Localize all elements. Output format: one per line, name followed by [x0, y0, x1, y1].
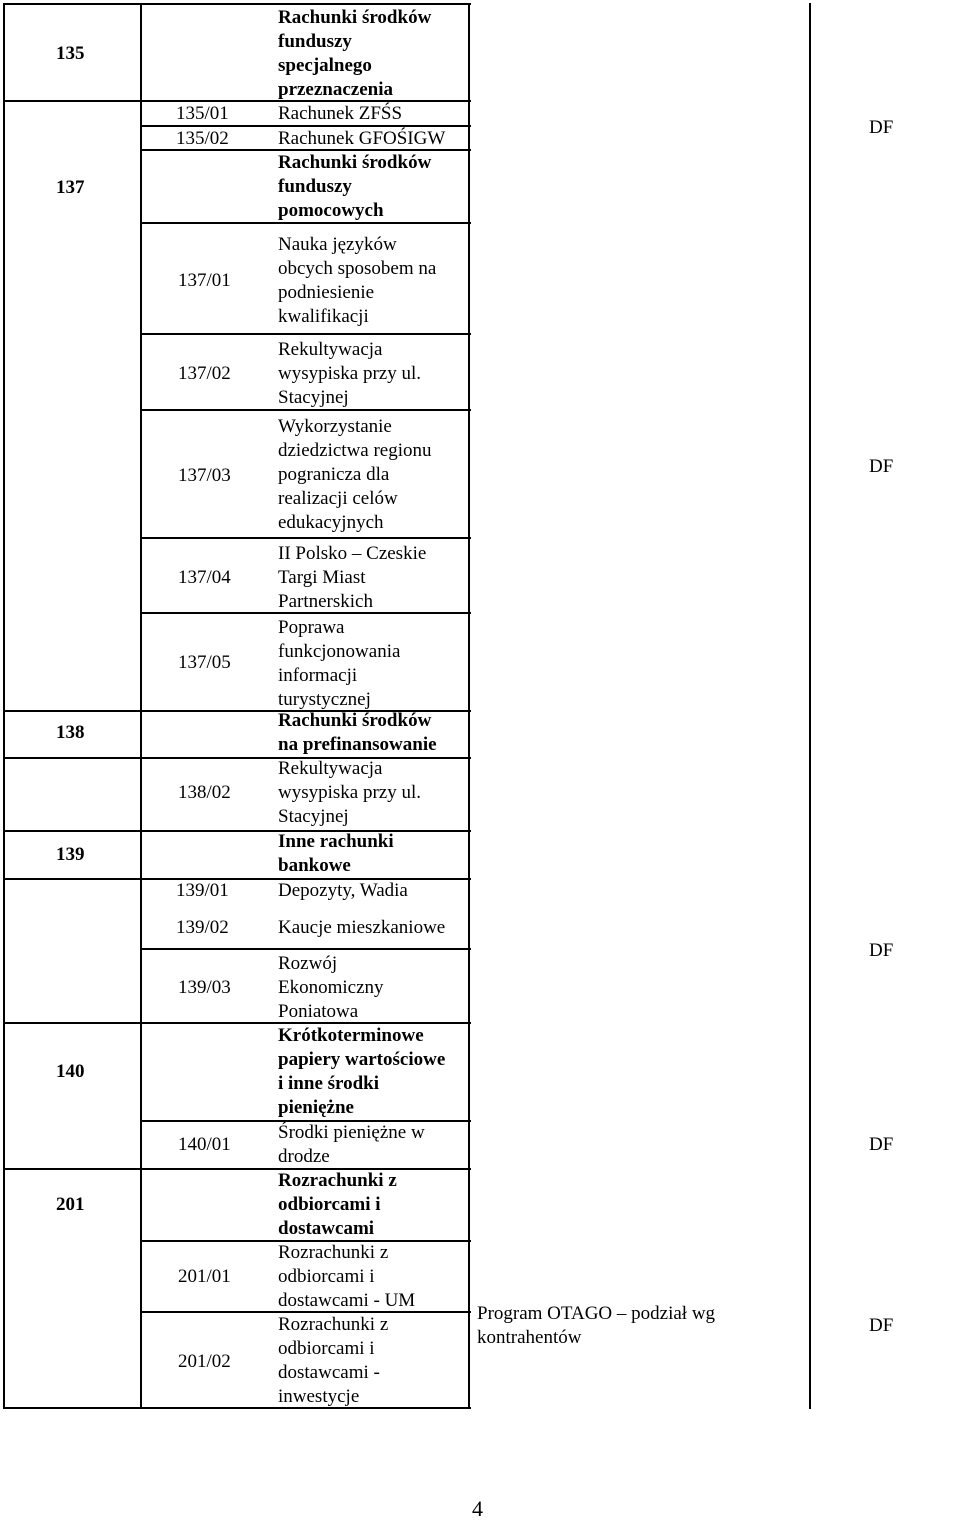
- row-line: [3, 830, 471, 832]
- subaccount-code: 137/01: [178, 270, 231, 291]
- subaccount-code: 135/02: [176, 128, 229, 149]
- subaccount-name: Rekultywacja wysypiska przy ul. Stacyjnej: [278, 758, 422, 827]
- table-border-bottom: [3, 1407, 471, 1409]
- account-title: Rachunki środków na prefinansowanie: [278, 710, 437, 755]
- row-line: [140, 333, 471, 335]
- subaccount-code: 139/02: [176, 917, 229, 938]
- subaccount-name: Poprawa funkcjonowania informacji turystycznej: [278, 617, 401, 710]
- df-marker: DF: [869, 1315, 894, 1336]
- account-code: 138: [56, 722, 85, 743]
- note-text: Program OTAGO – podział wg kontrahentów: [477, 1303, 716, 1348]
- subaccount-code: 137/03: [178, 465, 231, 486]
- subaccount-name: Rozrachunki z odbiorcami i dostawcami - UM: [278, 1242, 416, 1311]
- df-marker: DF: [869, 456, 894, 477]
- df-marker: DF: [869, 1134, 894, 1155]
- subaccount-name: Rozwój Ekonomiczny Poniatowa: [278, 953, 384, 1022]
- subaccount-name: II Polsko – Czeskie Targi Miast Partnerskich: [278, 543, 427, 612]
- col-divider-3: [809, 3, 811, 1409]
- subaccount-code: 135/01: [176, 103, 229, 124]
- row-line: [140, 948, 471, 950]
- subaccount-name: Nauka języków obcych sposobem na podniesienie kwalifikacji: [278, 234, 437, 327]
- subaccount-code: 140/01: [178, 1134, 231, 1155]
- account-code: 137: [56, 177, 85, 198]
- account-title: Inne rachunki bankowe: [278, 831, 394, 876]
- account-code: 201: [56, 1194, 85, 1215]
- row-line: [140, 537, 471, 539]
- account-title: Rachunki środków funduszy specjalnego przeznaczenia: [278, 7, 432, 100]
- subaccount-code: 137/05: [178, 652, 231, 673]
- df-marker: DF: [869, 940, 894, 961]
- account-code: 135: [56, 43, 85, 64]
- subaccount-name: Rachunek ZFŚS: [278, 103, 403, 124]
- account-code: 139: [56, 844, 85, 865]
- col-divider-2: [468, 3, 470, 1409]
- subaccount-code: 137/04: [178, 567, 231, 588]
- subaccount-code: 201/01: [178, 1266, 231, 1287]
- subaccount-name: Środki pieniężne w drodze: [278, 1122, 425, 1167]
- subaccount-code: 139/03: [178, 977, 231, 998]
- table-border-top: [3, 3, 471, 5]
- subaccount-name: Rachunek GFOŚIGW: [278, 128, 446, 149]
- table-border-left: [3, 3, 5, 1409]
- subaccount-name: Wykorzystanie dziedzictwa regionu pogranicza dla realizacji celów edukacyjnych: [278, 416, 432, 533]
- subaccount-code: 201/02: [178, 1351, 231, 1372]
- account-code: 140: [56, 1061, 85, 1082]
- subaccount-name: Rozrachunki z odbiorcami i dostawcami - inwestycje: [278, 1314, 389, 1407]
- subaccount-code: 137/02: [178, 363, 231, 384]
- col-divider-1: [140, 3, 142, 1409]
- account-title: Krótkoterminowe papiery wartościowe i inne środki pieniężne: [278, 1025, 446, 1118]
- subaccount-name: Rekultywacja wysypiska przy ul. Stacyjnej: [278, 339, 422, 408]
- subaccount-code: 138/02: [178, 782, 231, 803]
- subaccount-name: Kaucje mieszkaniowe: [278, 917, 446, 938]
- df-marker: DF: [869, 117, 894, 138]
- page-number: 4: [472, 1496, 483, 1521]
- subaccount-code: 139/01: [176, 880, 229, 901]
- account-title: Rachunki środków funduszy pomocowych: [278, 152, 432, 221]
- account-title: Rozrachunki z odbiorcami i dostawcami: [278, 1170, 397, 1239]
- subaccount-name: Depozyty, Wadia: [278, 880, 408, 901]
